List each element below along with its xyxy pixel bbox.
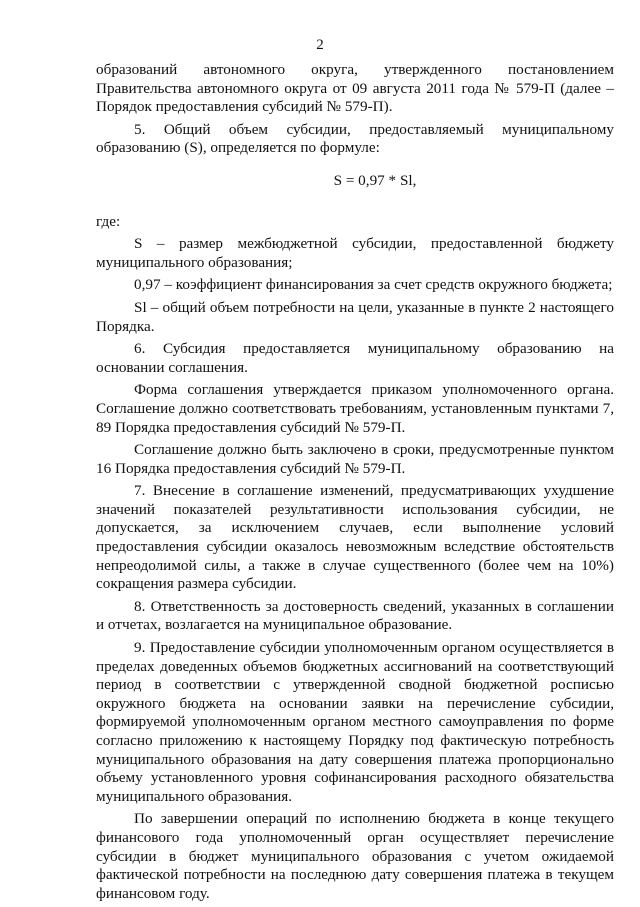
paragraph-year-end: По завершении операций по исполнению бюджета в конце текущего финансового года уполномоченный орган осуществляет перечисление субсидии в бюджет муниципального образования с учетом ожидаемой фактической потребности на последнюю дату совершения платежа в текущем финансовом году. xyxy=(96,810,614,902)
paragraph-continuation: образований автономного округа, утвержденного постановлением Правительства автономного округа от 09 августа 2011 года № 579-П (далее – Порядок предоставления субсидий № 579-П). xyxy=(96,61,614,116)
paragraph-9: 9. Предоставление субсидии уполномоченным органом осуществляется в пределах доведенных объемов бюджетных ассигнований на соответствующий период в соответствии с утвержденной сводной бюджетной росписью окружного бюджета на основании заявки на перечисление субсидии, формируемой уполномоченным органом местного самоуправления по форме согласно приложению к настоящему Порядку под фактическую потребность муниципального образования на дату совершения платежа пропорционально объему установленного уровня софинансирования расходного обязательства муниципального образования. xyxy=(96,639,614,805)
paragraph-7: 7. Внесение в соглашение изменений, предусматривающих ухудшение значений показателей результативности использования субсидии, не допускается, за исключением случаев, если выполнение условий предоставления субсидии оказалось невозможным вследствие обстоятельств непреодолимой силы, а также в случае существенного (более чем на 10%) сокращения размера субсидии. xyxy=(96,482,614,593)
definition-s: S – размер межбюджетной субсидии, предоставленной бюджету муниципального образования; xyxy=(96,235,614,271)
paragraph-agreement-form: Форма соглашения утверждается приказом уполномоченного органа. Соглашение должно соответствовать требованиям, установленным пунктами 7, 89 Порядка предоставления субсидий № 579-П. xyxy=(96,381,614,436)
definition-sl: Sl – общий объем потребности на цели, указанные в пункте 2 настоящего Порядка. xyxy=(96,298,614,335)
paragraph-agreement-terms: Соглашение должно быть заключено в сроки, предусмотренные пунктом 16 Порядка предоставления субсидий № 579-П. xyxy=(96,441,614,477)
formula: S = 0,97 * Sl, xyxy=(333,171,417,189)
paragraph-6: 6. Субсидия предоставляется муниципальному образованию на основании соглашения. xyxy=(96,340,614,376)
paragraph-5: 5. Общий объем субсидии, предоставляемый муниципальному образованию (S), определяется по формуле: xyxy=(96,120,614,157)
page-number: 2 xyxy=(316,37,324,53)
formula-where-label: где: xyxy=(96,212,121,230)
paragraph-8: 8. Ответственность за достоверность сведений, указанных в соглашении и отчетах, возлагается на муниципальное образование. xyxy=(96,597,614,634)
document-body xyxy=(96,61,614,907)
definition-coefficient: 0,97 – коэффициент финансирования за счет средств окружного бюджета; xyxy=(134,276,613,294)
